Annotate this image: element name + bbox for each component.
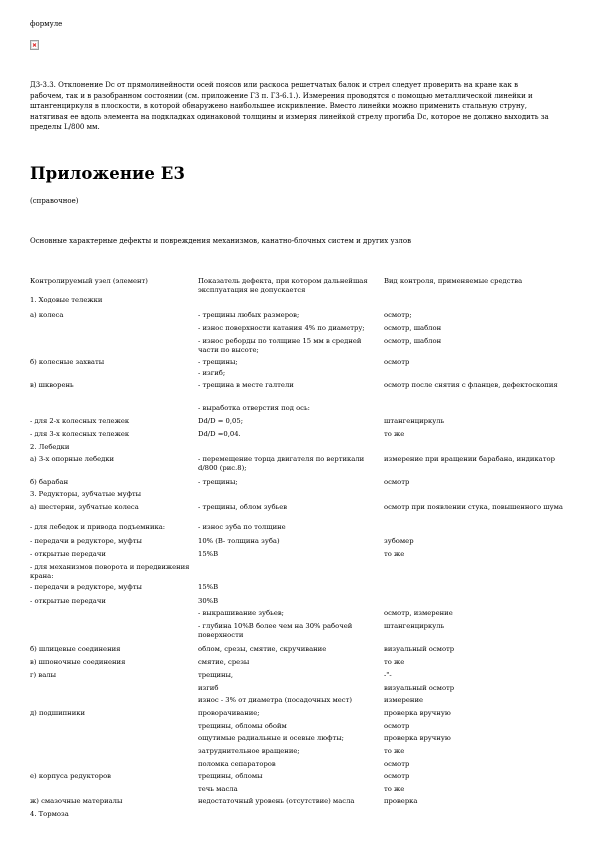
cell-control: осмотр — [384, 478, 410, 486]
cell-node: - для механизмов поворота и передвижения крана: — [30, 563, 190, 580]
cell-control: проверка вручную — [384, 734, 451, 742]
cell-defect: - перемещение торца двигателя по вертикали d/800 (рис.8); — [198, 455, 365, 472]
cell-control: измерение при вращении барабана, индикатор — [384, 455, 555, 463]
cell-defect: недостаточный уровень (отсутствие) масла — [198, 797, 355, 805]
cell-defect: 30%В — [198, 597, 219, 605]
cell-control: осмотр — [384, 358, 410, 366]
cell-control: штангенциркуль — [384, 417, 445, 425]
cell-control: осмотр при появлении стука, повышенного шума — [384, 503, 563, 511]
cell-control: осмотр, шаблон — [384, 337, 442, 345]
cell-defect: - изгиб; — [198, 369, 226, 377]
cell-node: 2. Лебедки — [30, 443, 70, 451]
measurement-paragraph: Д3-3.3. Отклонение Dс от прямолинейности осей поясов или раскоса решетчатых балок и стрел следует проверить на кране как в рабочем, так и в разобранном состоянии (см. приложение Г3 п. Г3-6.1.). Измерения проводятся с помощью металлической линейки и штангенциркуля в плоскости, в которой обнаружено наибольшее искривление. Вместо линейки можно применить стальную струну, натягивая ее вдоль элемента на подкладках одинаковой толщины и измеряя линейкой стрелу прогиба Dс, которое не должно выходить за пределы L/800 мм. — [30, 81, 549, 131]
cell-node: в) шкворень — [30, 381, 74, 389]
cell-control: проверка — [384, 797, 418, 805]
cell-node: - передачи в редукторе, муфты — [30, 583, 142, 591]
cell-defect: проворачивание; — [198, 709, 260, 717]
cell-node: е) корпуса редукторов — [30, 772, 112, 780]
cell-defect: - трещины любых размеров; — [198, 311, 300, 319]
cell-control: осмотр; — [384, 311, 412, 319]
cell-control: осмотр после снятия с фланцев, дефектоскопия — [384, 381, 558, 389]
cell-defect: смятие, срезы — [198, 658, 250, 666]
cell-node: - открытые передачи — [30, 597, 106, 605]
cell-node: - для 3-х колесных тележек — [30, 430, 130, 438]
cell-defect: Dd/D = 0,05; — [198, 417, 243, 425]
cell-node: б) барабан — [30, 478, 69, 486]
cell-control: то же — [384, 747, 405, 755]
cell-control: осмотр — [384, 760, 410, 768]
cell-defect: - выработка отверстия под ось: — [198, 404, 310, 412]
cell-control: то же — [384, 550, 405, 558]
cell-node: б) шлицевые соединения — [30, 645, 121, 653]
cell-defect: 15%В — [198, 583, 219, 591]
header-defect: Показатель дефекта, при котором дальнейшая эксплуатация не допускается — [198, 277, 368, 294]
header-control: Вид контроля, применяемые средства — [384, 277, 523, 285]
cell-defect: 10% (В- толщина зуба) — [198, 537, 280, 545]
top-word: формуле — [30, 20, 63, 28]
cell-node: - открытые передачи — [30, 550, 106, 558]
cell-control: то же — [384, 785, 405, 793]
cell-node: а) 3-х опорные лебедки — [30, 455, 115, 463]
cell-defect: - трещина в месте галтели — [198, 381, 294, 389]
table-caption: Основные характерные дефекты и повреждения механизмов, канатно-блочных систем и других узлов — [30, 237, 412, 245]
cell-control: осмотр, шаблон — [384, 324, 442, 332]
header-node: Контролируемый узел (элемент) — [30, 277, 148, 285]
cell-control: штангенциркуль — [384, 622, 445, 630]
cell-control: зубомер — [384, 537, 414, 545]
cell-node: - для 2-х колесных тележек — [30, 417, 130, 425]
cell-control: проверка вручную — [384, 709, 451, 717]
cell-defect: износ - 3% от диаметра (посадочных мест) — [198, 696, 353, 704]
cell-node: 4. Тормоза — [30, 810, 69, 818]
cell-control: измерение — [384, 696, 424, 704]
cell-control: осмотр, измерение — [384, 609, 453, 617]
cell-defect: облом, срезы, смятие, скручивание — [198, 645, 327, 653]
cell-node: - для лебедок и привода подъемника: — [30, 523, 166, 531]
cell-node: а) шестерни, зубчатые колеса — [30, 503, 139, 511]
cell-control: осмотр — [384, 722, 410, 730]
cell-node: ж) смазочные материалы — [30, 797, 123, 805]
cell-defect: затруднительное вращение; — [198, 747, 300, 755]
cell-control: осмотр — [384, 772, 410, 780]
cell-defect: Dd/D =0,04. — [198, 430, 241, 438]
appendix-title: Приложение Е3 — [30, 164, 186, 183]
cell-defect: - трещины, облом зубьев — [198, 503, 288, 511]
cell-defect: - износ поверхности катания 4% по диаметру; — [198, 324, 365, 332]
appendix-note: (справочное) — [30, 197, 79, 205]
cell-defect: ощутимые радиальные и осевые люфты; — [198, 734, 344, 742]
cell-defect: - глубина 10%В более чем на 30% рабочей поверхности — [198, 622, 353, 639]
cell-node: - передачи в редукторе, муфты — [30, 537, 142, 545]
cell-defect: - трещины; — [198, 478, 238, 486]
cell-defect: - трещины; — [198, 358, 238, 366]
cell-node: б) колесные захваты — [30, 358, 105, 366]
cell-defect: поломка сепараторов — [198, 760, 276, 768]
cell-defect: - выкрашивание зубьев; — [198, 609, 284, 617]
cell-defect: трещины, обломы обойм — [198, 722, 287, 730]
cell-defect: трещины, — [198, 671, 234, 679]
cell-defect: течь масла — [198, 785, 238, 793]
cell-control: то же — [384, 658, 405, 666]
cell-defect: - износ зуба по толщине — [198, 523, 286, 531]
cell-node: г) валы — [30, 671, 56, 679]
cell-defect: изгиб — [198, 684, 219, 692]
cell-control: -"- — [384, 671, 392, 679]
broken-image-icon — [30, 40, 39, 50]
cell-node: в) шпоночные соединения — [30, 658, 126, 666]
cell-defect: трещины, обломы — [198, 772, 263, 780]
cell-control: визуальный осмотр — [384, 684, 455, 692]
cell-defect: 15%В — [198, 550, 219, 558]
cell-node: 3. Редукторы, зубчатые муфты — [30, 490, 142, 498]
cell-node: а) колеса — [30, 311, 64, 319]
cell-node: 1. Ходовые тележки — [30, 296, 103, 304]
cell-control: визуальный осмотр — [384, 645, 455, 653]
cell-defect: - износ реборды по толщине 15 мм в средней части по высоте; — [198, 337, 362, 354]
cell-node: д) подшипники — [30, 709, 86, 717]
cell-control: то же — [384, 430, 405, 438]
